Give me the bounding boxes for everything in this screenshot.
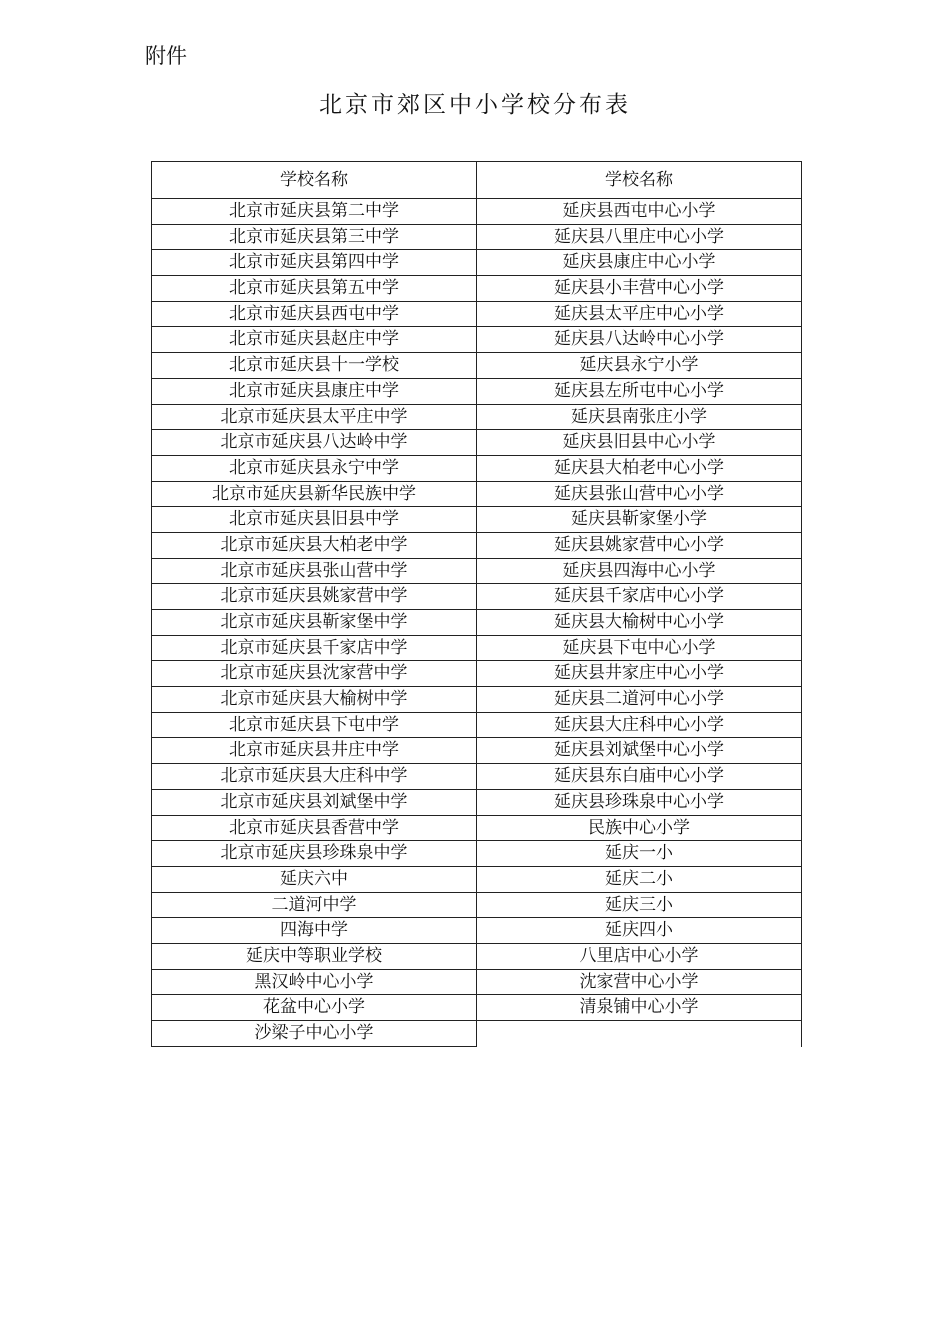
school-name-cell-right: 延庆县姚家营中心小学 — [476, 533, 802, 559]
school-name-cell-right: 延庆县西屯中心小学 — [476, 199, 802, 225]
school-name-cell-left: 北京市延庆县赵庄中学 — [151, 327, 476, 353]
table-row — [151, 636, 802, 662]
school-name-cell-left: 黑汉岭中心小学 — [151, 970, 476, 996]
school-name-cell-right: 延庆县刘斌堡中心小学 — [476, 738, 802, 764]
school-name-cell-left: 北京市延庆县第四中学 — [151, 250, 476, 276]
school-name-cell-right: 延庆县二道河中心小学 — [476, 687, 802, 713]
school-name-cell-right: 延庆县东白庙中心小学 — [476, 764, 802, 790]
table-row — [151, 199, 802, 225]
page-title: 北京市郊区中小学校分布表 — [319, 92, 631, 118]
school-name-cell-right: 延庆四小 — [476, 918, 802, 944]
school-name-cell-left: 北京市延庆县大柏老中学 — [151, 533, 476, 559]
school-name-cell-right: 八里店中心小学 — [476, 944, 802, 970]
school-name-cell-right: 延庆县永宁小学 — [476, 353, 802, 379]
table-row — [151, 276, 802, 302]
school-name-cell-right: 延庆县大榆树中心小学 — [476, 610, 802, 636]
school-name-cell-right: 延庆县大柏老中心小学 — [476, 456, 802, 482]
table-row — [151, 944, 802, 970]
school-name-cell-left: 北京市延庆县八达岭中学 — [151, 430, 476, 456]
school-name-cell-right: 民族中心小学 — [476, 816, 802, 842]
school-name-cell-left: 北京市延庆县永宁中学 — [151, 456, 476, 482]
table-row — [151, 225, 802, 251]
table-row — [151, 661, 802, 687]
table-row — [151, 918, 802, 944]
school-name-cell-right: 延庆县四海中心小学 — [476, 559, 802, 585]
school-name-cell-left: 北京市延庆县沈家营中学 — [151, 661, 476, 687]
table-row — [151, 327, 802, 353]
school-name-cell-right: 清泉铺中心小学 — [476, 995, 802, 1021]
table-row — [151, 687, 802, 713]
school-name-cell-right: 延庆县太平庄中心小学 — [476, 302, 802, 328]
school-name-cell-left: 北京市延庆县张山营中学 — [151, 559, 476, 585]
school-name-cell-right: 延庆县八里庄中心小学 — [476, 225, 802, 251]
school-name-cell-left: 北京市延庆县太平庄中学 — [151, 405, 476, 431]
school-name-cell-left: 北京市延庆县第三中学 — [151, 225, 476, 251]
table-row — [151, 302, 802, 328]
table-row — [151, 430, 802, 456]
school-name-cell-right: 延庆县张山营中心小学 — [476, 482, 802, 508]
school-name-cell-left: 二道河中学 — [151, 893, 476, 919]
table-row — [151, 405, 802, 431]
school-name-cell-right: 延庆县珍珠泉中心小学 — [476, 790, 802, 816]
school-name-cell-left: 延庆中等职业学校 — [151, 944, 476, 970]
school-name-cell-left: 北京市延庆县西屯中学 — [151, 302, 476, 328]
table-row — [151, 482, 802, 508]
school-name-cell-right: 延庆县大庄科中心小学 — [476, 713, 802, 739]
column-header-school-name-left: 学校名称 — [151, 161, 476, 199]
school-name-cell-right: 延庆二小 — [476, 867, 802, 893]
table-row — [151, 250, 802, 276]
table-row — [151, 893, 802, 919]
table-row — [151, 995, 802, 1021]
school-name-cell-right: 延庆县康庄中心小学 — [476, 250, 802, 276]
school-name-cell-left: 北京市延庆县十一学校 — [151, 353, 476, 379]
school-name-cell-right: 延庆县八达岭中心小学 — [476, 327, 802, 353]
table-row — [151, 970, 802, 996]
school-name-cell-left: 北京市延庆县下屯中学 — [151, 713, 476, 739]
school-name-cell-right: 延庆三小 — [476, 893, 802, 919]
table-row — [151, 764, 802, 790]
table-row — [151, 584, 802, 610]
school-name-cell-left: 延庆六中 — [151, 867, 476, 893]
school-name-cell-left: 北京市延庆县第二中学 — [151, 199, 476, 225]
school-name-cell-right — [476, 1021, 802, 1047]
school-name-cell-left: 花盆中心小学 — [151, 995, 476, 1021]
school-name-cell-left: 北京市延庆县香营中学 — [151, 816, 476, 842]
attachment-label: 附件 — [145, 44, 187, 68]
table-row — [151, 507, 802, 533]
school-name-cell-left: 北京市延庆县井庄中学 — [151, 738, 476, 764]
school-table — [151, 161, 802, 1047]
school-name-cell-left: 北京市延庆县第五中学 — [151, 276, 476, 302]
table-row — [151, 1021, 802, 1047]
school-name-cell-right: 沈家营中心小学 — [476, 970, 802, 996]
table-header-row — [151, 161, 802, 199]
table-row — [151, 533, 802, 559]
table-row — [151, 559, 802, 585]
school-name-cell-left: 北京市延庆县姚家营中学 — [151, 584, 476, 610]
table-row — [151, 456, 802, 482]
school-name-cell-left: 北京市延庆县新华民族中学 — [151, 482, 476, 508]
table-row — [151, 379, 802, 405]
school-name-cell-left: 北京市延庆县靳家堡中学 — [151, 610, 476, 636]
school-name-cell-left: 北京市延庆县大榆树中学 — [151, 687, 476, 713]
table-row — [151, 353, 802, 379]
school-name-cell-left: 四海中学 — [151, 918, 476, 944]
table-row — [151, 867, 802, 893]
school-name-cell-left: 沙梁子中心小学 — [151, 1021, 476, 1047]
school-name-cell-left: 北京市延庆县刘斌堡中学 — [151, 790, 476, 816]
school-name-cell-left: 北京市延庆县旧县中学 — [151, 507, 476, 533]
table-row — [151, 790, 802, 816]
school-name-cell-right: 延庆县南张庄小学 — [476, 405, 802, 431]
school-name-cell-left: 北京市延庆县千家店中学 — [151, 636, 476, 662]
column-header-school-name-right: 学校名称 — [476, 161, 802, 199]
table-row — [151, 610, 802, 636]
school-name-cell-left: 北京市延庆县大庄科中学 — [151, 764, 476, 790]
table-row — [151, 713, 802, 739]
school-name-cell-right: 延庆县旧县中心小学 — [476, 430, 802, 456]
school-name-cell-right: 延庆县井家庄中心小学 — [476, 661, 802, 687]
school-name-cell-right: 延庆县千家店中心小学 — [476, 584, 802, 610]
school-name-cell-left: 北京市延庆县珍珠泉中学 — [151, 841, 476, 867]
table-row — [151, 841, 802, 867]
school-name-cell-right: 延庆县左所屯中心小学 — [476, 379, 802, 405]
school-name-cell-right: 延庆县小丰营中心小学 — [476, 276, 802, 302]
table-row — [151, 738, 802, 764]
school-name-cell-right: 延庆县下屯中心小学 — [476, 636, 802, 662]
school-name-cell-left: 北京市延庆县康庄中学 — [151, 379, 476, 405]
table-row — [151, 816, 802, 842]
school-name-cell-right: 延庆县靳家堡小学 — [476, 507, 802, 533]
school-name-cell-right: 延庆一小 — [476, 841, 802, 867]
